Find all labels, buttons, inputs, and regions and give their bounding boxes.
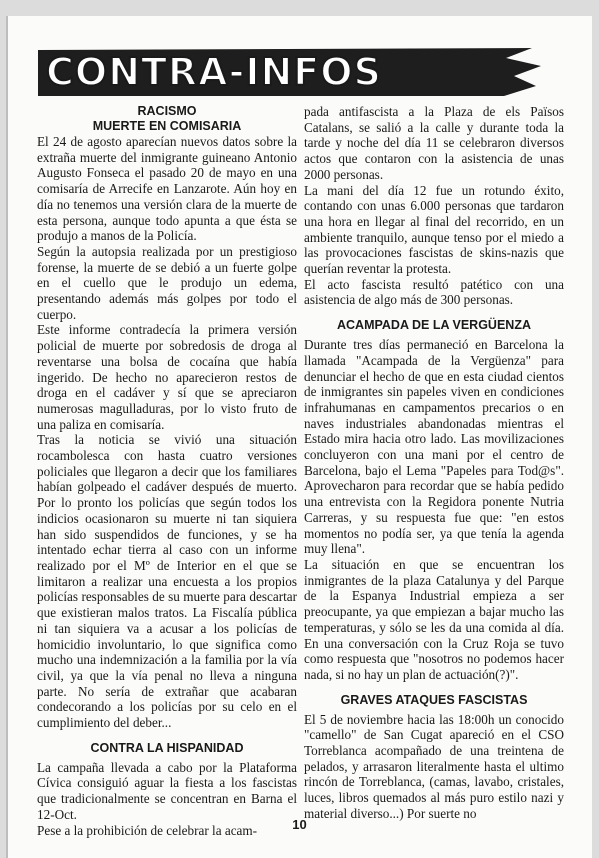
article-paragraph: El acto fascista resultó patético con una asistencia de algo más de 300 personas.: [304, 276, 564, 308]
article-paragraph: Pese a la prohibición de celebrar la acam-: [37, 822, 258, 838]
section-title: CONTRA-INFOS: [46, 50, 382, 94]
article-title: CONTRA LA HISPANIDAD: [90, 740, 244, 755]
article-paragraph: Durante tres días permaneció en Barcelona la llamada "Acampada de la Vergüenza" para denunciar el hecho de que en esta ciudad cientos de inmigrantes sin papeles viven en condiciones infrahumanas en campamentos precarios o en naves industriales abandonadas mientras el Estado mira hacia otro lado. Las movilizaciones concluyeron con una mani por el centro de Barcelona, bajo el Lema "Papeles para Tod@s". Aprovecharon para recordar que se había pedido una entrevista con la Regidora ponente Nutria Carreras, y su respuesta fue que: "en estos momentos no podía ser, ya que tenía la agenda muy llena".: [304, 337, 564, 557]
article-title: ACAMPADA DE LA VERGÜENZA: [337, 318, 531, 333]
right-column: [304, 104, 564, 822]
article-paragraph: La situación en que se encuentran los inmigrantes de la plaza Catalunya y del Parque de la Espanya Industrial empieza a ser preocupante, ya que empiezan a bajar mucho las temperaturas, y sólo se les da una comida al día. En una conversación con la Cruz Roja se tuvo como respuesta que "nosotros no podemos hacer nada, si no hay un plan de actuación(?)".: [304, 556, 564, 682]
section-banner: [36, 46, 545, 98]
article-paragraph: Según la autopsia realizada por un prestigioso forense, la muerte de se debió a un fuerte golpe en el cuello que le produjo un edema, presentando además más golpes por todo el cuerpo.: [37, 243, 297, 322]
article-paragraph: pada antifascista a la Plaza de els Països Catalans, se salió a la calle y durante toda la tarde y noche del día 11 se celebraron diversos actos que contaron con la asistencia de unas 2000 personas.: [304, 104, 564, 182]
article-paragraph: La campaña llevada a cabo por la Plataforma Cívica consiguió aguar la fiesta a los fascistas que tradicionalmente se concentran en Barna el 12-Oct.: [37, 759, 297, 822]
article-title: MUERTE EN COMISARIA: [92, 119, 242, 133]
article-title: GRAVES ATAQUES FASCISTAS: [340, 692, 528, 707]
article-paragraph: El 5 de noviembre hacia las 18:00h un conocido "camello" de San Cugat apareció en el CSO Torreblanca acompañado de una treintena de pelados, y arrasaron literalmente hasta el ultimo rincón de Torreblanca, (camas, lavabo, cristales, luces, libros quemados al más puro estilo nazi y material diverso...) Por suerte no: [304, 711, 564, 821]
left-column: [37, 104, 297, 838]
article-paragraph: La mani del día 12 fue un rotundo éxito, contando con unas 6.000 personas que tardaron una hora en llegar al final del recorrido, en un ambiente tranquilo, aunque tenso por el miedo a las provocaciones fascistas de skins-nazis que querían reventar la protesta.: [304, 182, 564, 277]
article-paragraph: Este informe contradecía la primera versión policial de muerte por sobredosis de droga al reventarse una bolsa de cocaína que había ingerido. De hecho no aparecieron restos de droga en el cadáver y sí que se apreciaron numerosas magulladuras, por lo visto fruto de una paliza en comisaría.: [37, 322, 297, 432]
article-kicker: RACISMO: [137, 104, 197, 118]
article-paragraph: El 24 de agosto aparecían nuevos datos sobre la extraña muerte del inmigrante guineano Antonio Augusto Fonseca el pasado 20 de mayo en una comisaría de Arrecife en Lanzarote. Aún hoy en día no tenemos una versión clara de la muerte de esta persona, aunque todo apunta a que ésta se produjo a manos de la Policía.: [37, 134, 297, 244]
page-number: 10: [292, 817, 307, 832]
article-paragraph: Tras la noticia se vivió una situación rocambolesca con hasta cuatro versiones policiales que llegaron a decir que los familiares habían golpeado el cadáver después de muerto. Por lo pronto los policías que según todos los indicios ocasionaron su muerte ni tan siquiera han sido suspendidos de funciones, y se ha intentado echar tierra al caso con un informe realizado por el Mº de Interior en el que se limitaron a realizar una encuesta a los propios policías responsables de su muerte para descartar que existieran malos tratos. La Fiscalía pública ni tan siquiera va a acusar a los policías de homicidio involuntario, lo que significa como mucho una indemnización a la familia por la vía civil, ya que la vía penal no lleva a ninguna parte. No sería de extrañar que acabaran condecorando a los policías por su celo en el cumplimiento del deber...: [37, 432, 297, 731]
